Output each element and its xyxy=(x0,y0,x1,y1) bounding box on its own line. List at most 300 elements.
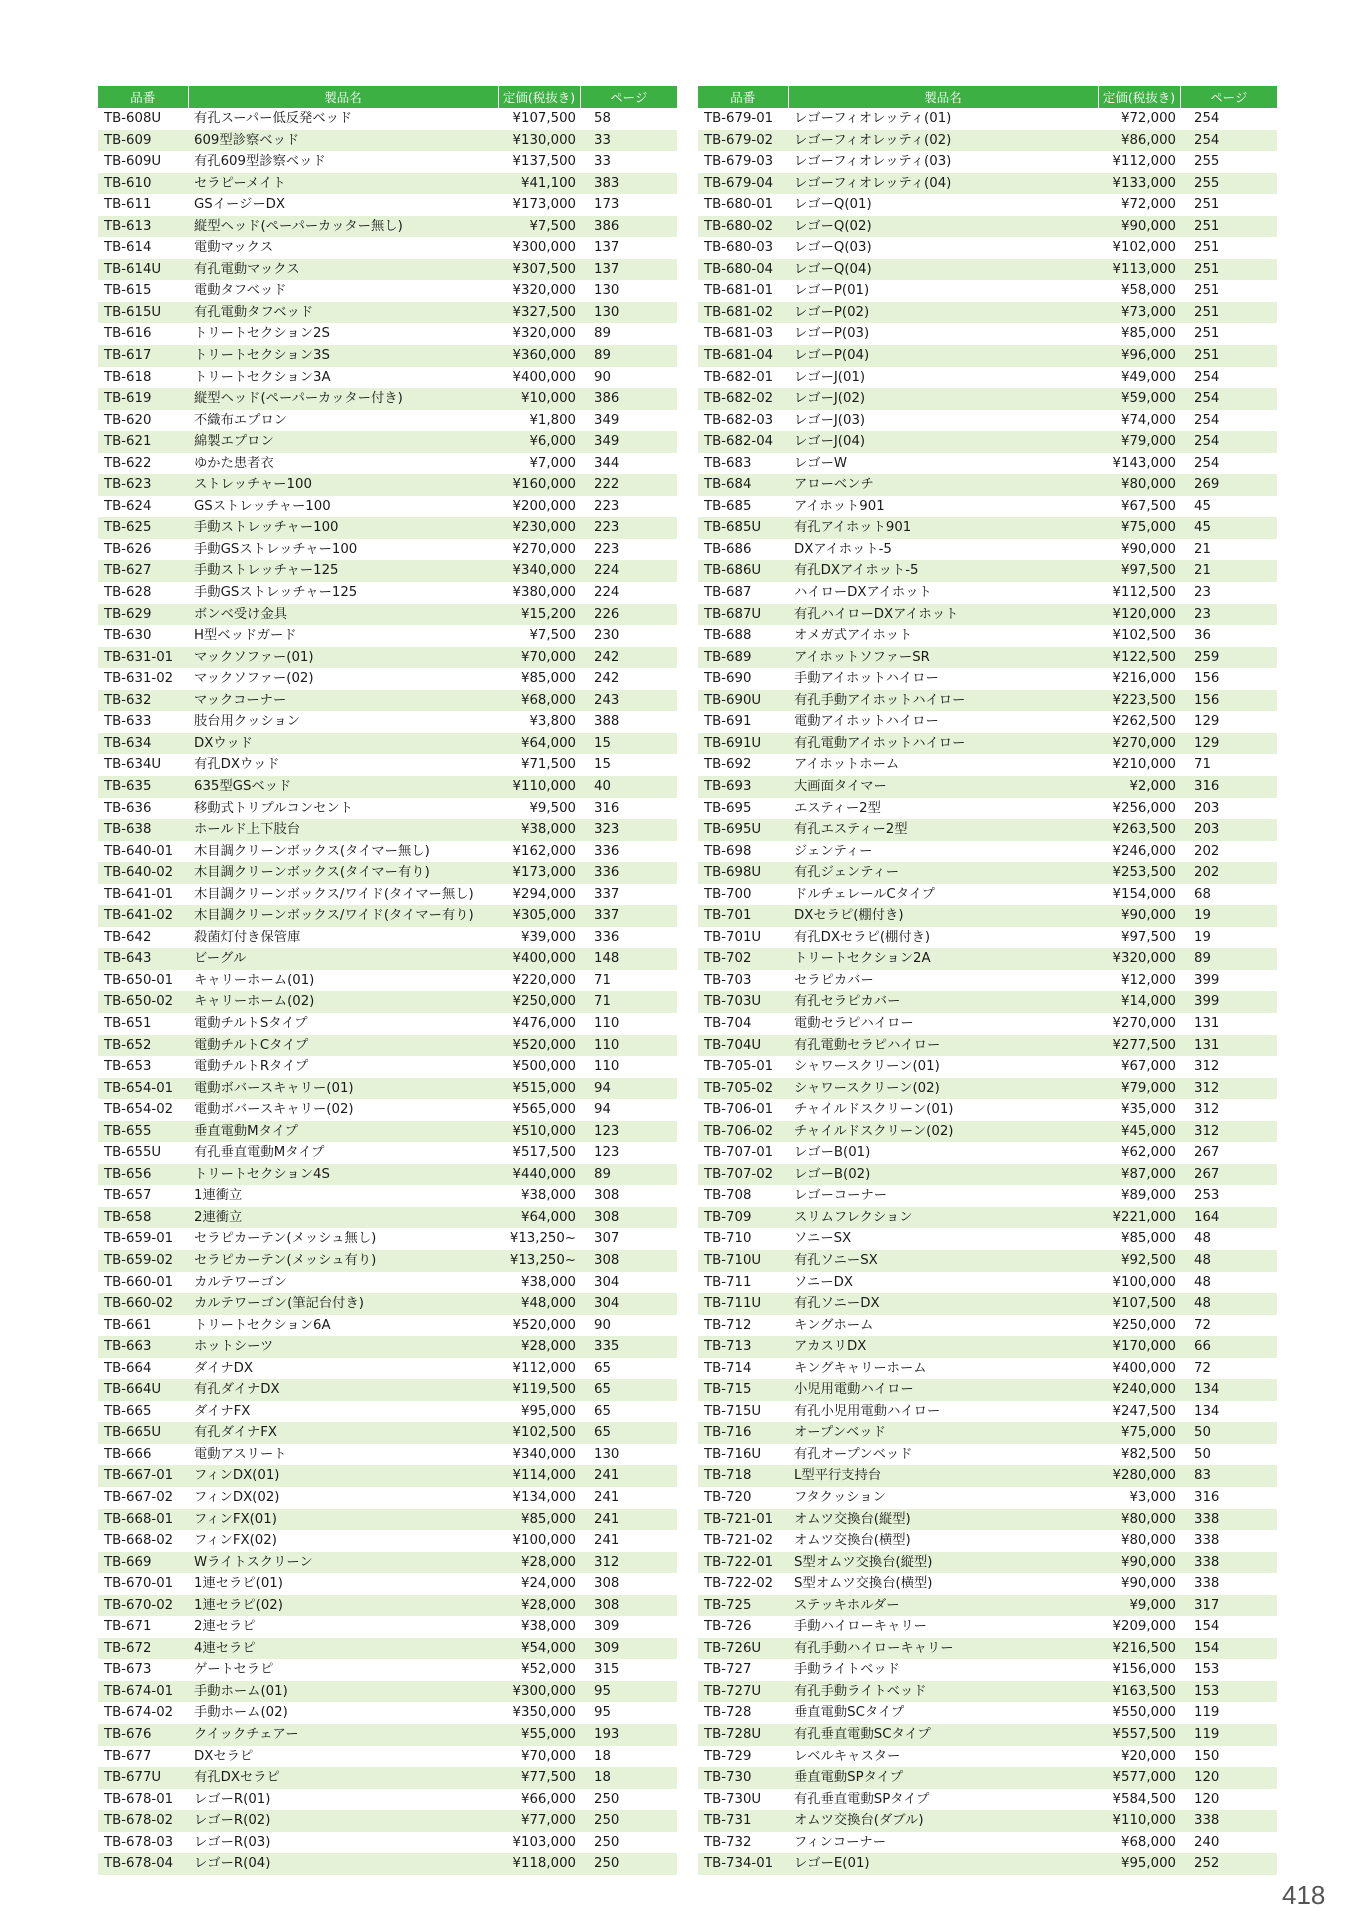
table-row xyxy=(698,367,1277,389)
table-row xyxy=(698,474,1277,496)
table-row xyxy=(98,410,677,432)
product-name: 有孔ソニーSX xyxy=(788,1250,1098,1272)
product-price: ¥320,000 xyxy=(512,283,576,299)
product-code: TB-652 xyxy=(98,1035,188,1057)
table-row xyxy=(698,539,1277,561)
product-price: ¥107,500 xyxy=(1098,1293,1180,1315)
product-code: TB-619 xyxy=(98,388,188,410)
table-row xyxy=(98,1379,677,1401)
product-price: ¥14,000 xyxy=(1098,991,1180,1013)
catalog-page: 89 xyxy=(580,345,677,367)
table-row xyxy=(98,1659,677,1681)
table-row xyxy=(698,1121,1277,1143)
product-code: TB-728U xyxy=(698,1724,788,1746)
table-row xyxy=(98,1509,677,1531)
table-row xyxy=(698,1164,1277,1186)
product-price: ¥28,000 xyxy=(498,1595,580,1617)
product-code: TB-667-02 xyxy=(104,1490,174,1505)
catalog-page: 164 xyxy=(1180,1207,1277,1229)
product-code: TB-704U xyxy=(698,1035,788,1057)
product-code: TB-665 xyxy=(104,1403,152,1419)
product-name: ボンベ受け金具 xyxy=(188,604,498,626)
table-row xyxy=(698,1681,1277,1703)
table-body-left xyxy=(98,108,677,1875)
table-row xyxy=(98,604,677,626)
table-header-row xyxy=(98,86,677,108)
catalog-page: 119 xyxy=(1194,1705,1220,1721)
table-row xyxy=(698,1444,1277,1466)
product-code: TB-678-01 xyxy=(104,1791,174,1807)
catalog-page: 72 xyxy=(1194,1360,1211,1376)
product-price: ¥253,500 xyxy=(1098,862,1180,884)
product-code: TB-698 xyxy=(704,843,752,859)
product-name: マックソファー(01) xyxy=(188,647,498,669)
product-code: TB-731 xyxy=(698,1810,788,1832)
table-row xyxy=(98,194,677,216)
product-name: レゴーB(01) xyxy=(794,1145,871,1161)
table-row xyxy=(698,173,1277,195)
product-code: TB-715U xyxy=(704,1403,762,1419)
product-price: ¥500,000 xyxy=(512,1059,576,1075)
catalog-page: 308 xyxy=(580,1250,677,1272)
catalog-page: 110 xyxy=(594,1015,620,1031)
catalog-page: 224 xyxy=(594,585,620,601)
table-row xyxy=(698,302,1277,324)
product-name: 手動アイホットハイロー xyxy=(794,671,939,687)
table-row xyxy=(698,1638,1277,1660)
product-code: TB-710U xyxy=(698,1250,788,1272)
product-price: ¥89,000 xyxy=(1121,1188,1176,1204)
product-code: TB-710 xyxy=(704,1231,752,1247)
product-code: TB-670-02 xyxy=(98,1595,188,1617)
catalog-page: 48 xyxy=(1180,1250,1277,1272)
product-price: ¥112,000 xyxy=(1112,154,1176,170)
product-code: TB-691U xyxy=(698,733,788,755)
product-code: TB-668-02 xyxy=(104,1533,174,1549)
product-price: ¥350,000 xyxy=(512,1705,576,1721)
catalog-page: 259 xyxy=(1180,647,1277,669)
header-page: ページ xyxy=(1180,86,1277,108)
catalog-page: 223 xyxy=(594,541,620,557)
product-code: TB-682-03 xyxy=(704,412,774,428)
product-code: TB-729 xyxy=(704,1748,752,1764)
table-row xyxy=(698,819,1277,841)
table-row xyxy=(98,948,677,970)
header-name: 製品名 xyxy=(188,86,498,108)
product-price: ¥90,000 xyxy=(1121,1576,1176,1592)
product-code: TB-664U xyxy=(98,1379,188,1401)
product-code: TB-707-02 xyxy=(698,1164,788,1186)
table-row xyxy=(98,323,677,345)
product-price: ¥102,500 xyxy=(498,1422,580,1444)
table-row xyxy=(98,927,677,949)
product-name: 電動アイホットハイロー xyxy=(794,714,939,730)
catalog-page: 338 xyxy=(1194,1576,1220,1592)
table-row xyxy=(98,1702,677,1724)
product-code: TB-627 xyxy=(98,560,188,582)
product-code: TB-638 xyxy=(98,819,188,841)
product-price: ¥112,000 xyxy=(512,1360,576,1376)
product-price: ¥82,500 xyxy=(1121,1446,1176,1462)
product-price: ¥520,000 xyxy=(512,1317,576,1333)
product-price: ¥95,000 xyxy=(1098,1853,1180,1875)
table-row xyxy=(98,798,677,820)
product-code: TB-663 xyxy=(98,1336,188,1358)
product-price: ¥270,000 xyxy=(1098,733,1180,755)
catalog-page: 89 xyxy=(580,1164,677,1186)
product-name: ゆかた患者衣 xyxy=(194,455,274,471)
product-price: ¥85,000 xyxy=(521,671,576,687)
table-row xyxy=(98,1530,677,1552)
catalog-page: 45 xyxy=(1194,498,1211,514)
product-price: ¥110,000 xyxy=(498,776,580,798)
product-code: TB-721-01 xyxy=(698,1509,788,1531)
product-code: TB-669 xyxy=(98,1552,188,1574)
product-name: ダイナDX xyxy=(194,1360,253,1376)
product-code: TB-679-04 xyxy=(698,173,788,195)
table-row xyxy=(98,625,677,647)
catalog-page: 48 xyxy=(1194,1231,1211,1247)
table-row xyxy=(698,194,1277,216)
product-price: ¥59,000 xyxy=(1098,388,1180,410)
table-row xyxy=(98,1638,677,1660)
catalog-page: 65 xyxy=(594,1360,611,1376)
product-name: アイホットホーム xyxy=(794,757,900,773)
product-name: 有孔小児用電動ハイロー xyxy=(794,1403,941,1419)
catalog-page: 338 xyxy=(1180,1552,1277,1574)
table-row xyxy=(698,1315,1277,1337)
catalog-page: 241 xyxy=(594,1533,620,1549)
product-code: TB-670-01 xyxy=(104,1576,174,1592)
table-row xyxy=(98,1164,677,1186)
table-row xyxy=(698,884,1277,906)
catalog-page: 40 xyxy=(580,776,677,798)
table-row xyxy=(698,991,1277,1013)
product-code: TB-636 xyxy=(104,800,152,816)
product-price: ¥294,000 xyxy=(512,886,576,902)
catalog-page: 250 xyxy=(580,1810,677,1832)
product-code: TB-685 xyxy=(704,498,752,514)
catalog-page: 254 xyxy=(1194,111,1220,126)
product-code: TB-702 xyxy=(698,948,788,970)
product-name: 大画面タイマー xyxy=(788,776,1098,798)
product-code: TB-650-02 xyxy=(98,991,188,1013)
catalog-page: 90 xyxy=(594,369,611,385)
product-name: ストレッチャー100 xyxy=(188,474,498,496)
catalog-page: 123 xyxy=(594,1145,620,1161)
product-price: ¥70,000 xyxy=(521,1748,576,1764)
catalog-page: 154 xyxy=(1180,1638,1277,1660)
product-code: TB-609 xyxy=(98,130,188,152)
table-row xyxy=(98,1401,677,1423)
catalog-page: 33 xyxy=(594,154,611,170)
product-name: H型ベッドガード xyxy=(194,628,297,644)
product-code: TB-728 xyxy=(704,1705,752,1721)
catalog-page: 399 xyxy=(1194,972,1220,988)
product-price: ¥340,000 xyxy=(512,1446,576,1462)
table-row xyxy=(698,841,1277,863)
table-row xyxy=(98,1185,677,1207)
product-code: TB-732 xyxy=(704,1834,752,1850)
product-price: ¥209,000 xyxy=(1112,1619,1176,1635)
product-price: ¥7,500 xyxy=(498,216,580,238)
catalog-page: 50 xyxy=(1180,1422,1277,1444)
product-name: クイックチェアー xyxy=(188,1724,498,1746)
product-code: TB-730U xyxy=(704,1791,762,1807)
catalog-page: 131 xyxy=(1180,1035,1277,1057)
catalog-page: 242 xyxy=(580,647,677,669)
product-price: ¥68,000 xyxy=(1121,1834,1176,1850)
product-price: ¥565,000 xyxy=(512,1102,576,1118)
product-price: ¥90,000 xyxy=(1098,216,1180,238)
catalog-page: 120 xyxy=(1194,1791,1220,1807)
product-price: ¥112,500 xyxy=(1112,585,1176,601)
product-price: ¥250,000 xyxy=(498,991,580,1013)
product-price: ¥67,500 xyxy=(1121,498,1176,514)
product-price: ¥7,000 xyxy=(529,455,576,471)
product-code: TB-715 xyxy=(698,1379,788,1401)
table-row xyxy=(698,1789,1277,1811)
product-name: ソニーDX xyxy=(794,1274,853,1290)
product-name: レゴーJ(04) xyxy=(788,431,1098,453)
catalog-page: 89 xyxy=(594,326,611,342)
table-row xyxy=(98,280,677,302)
table-row xyxy=(698,237,1277,259)
product-price: ¥80,000 xyxy=(1098,474,1180,496)
catalog-page: 308 xyxy=(594,1188,620,1204)
product-name: 電動ボバースキャリー(01) xyxy=(188,1078,498,1100)
product-price: ¥270,000 xyxy=(512,541,576,557)
table-row xyxy=(98,108,677,130)
catalog-page: 255 xyxy=(1180,173,1277,195)
header-code: 品番 xyxy=(98,86,188,108)
product-price: ¥28,000 xyxy=(498,1552,580,1574)
product-name: ハイローDXアイホット xyxy=(794,585,932,601)
product-code: TB-656 xyxy=(98,1164,188,1186)
table-row xyxy=(98,1035,677,1057)
product-price: ¥130,000 xyxy=(498,130,580,152)
product-price: ¥327,500 xyxy=(498,302,580,324)
product-name: 電動アスリート xyxy=(194,1446,287,1462)
product-name: 手動GSストレッチャー125 xyxy=(194,585,358,601)
catalog-page: 251 xyxy=(1194,326,1220,342)
catalog-page: 129 xyxy=(1194,714,1220,730)
product-price: ¥400,000 xyxy=(512,369,576,385)
table-row xyxy=(698,1487,1277,1509)
catalog-page: 252 xyxy=(1180,1853,1277,1875)
table-row xyxy=(698,948,1277,970)
catalog-page: 241 xyxy=(594,1490,620,1505)
table-row xyxy=(698,560,1277,582)
product-price: ¥156,000 xyxy=(1112,1662,1176,1678)
product-name: レゴーB(02) xyxy=(788,1164,1098,1186)
product-code: TB-711 xyxy=(704,1274,752,1290)
product-name: 垂直電動SCタイプ xyxy=(794,1705,905,1721)
product-name: 有孔エスティー2型 xyxy=(788,819,1098,841)
product-name: レゴーフィオレッティ(03) xyxy=(794,154,952,170)
catalog-page: 33 xyxy=(580,130,677,152)
table-row xyxy=(698,453,1277,475)
product-price: ¥90,000 xyxy=(1098,905,1180,927)
product-price: ¥120,000 xyxy=(1098,604,1180,626)
product-name: ステッキホルダー xyxy=(788,1595,1098,1617)
product-name: レゴーP(03) xyxy=(794,326,870,342)
product-name: 609型診察ベッド xyxy=(188,130,498,152)
product-price: ¥71,500 xyxy=(521,757,576,773)
catalog-page: 241 xyxy=(580,1465,677,1487)
catalog-page: 307 xyxy=(594,1231,620,1247)
product-name: DXウッド xyxy=(188,733,498,755)
product-code: TB-674-01 xyxy=(98,1681,188,1703)
catalog-page: 58 xyxy=(594,111,611,126)
table-row xyxy=(698,388,1277,410)
table-row xyxy=(98,1465,677,1487)
catalog-page: 250 xyxy=(580,1853,677,1875)
product-name: トリートセクション2S xyxy=(194,326,330,342)
product-price: ¥584,500 xyxy=(1112,1791,1176,1807)
product-code: TB-622 xyxy=(104,455,152,471)
product-price: ¥10,000 xyxy=(498,388,580,410)
product-code: TB-687U xyxy=(698,604,788,626)
table-row xyxy=(98,1228,677,1250)
product-price: ¥39,000 xyxy=(521,929,576,945)
catalog-page: 129 xyxy=(1180,733,1277,755)
product-name: オムツ交換台(横型) xyxy=(794,1533,911,1549)
product-price: ¥15,200 xyxy=(498,604,580,626)
product-name: レゴーR(02) xyxy=(188,1810,498,1832)
table-row xyxy=(98,1810,677,1832)
table-row xyxy=(698,1530,1277,1552)
product-name: GSイージーDX xyxy=(194,197,286,213)
product-price: ¥100,000 xyxy=(1112,1274,1176,1290)
catalog-page: 120 xyxy=(1180,1767,1277,1789)
product-code: TB-631-02 xyxy=(104,671,174,687)
product-price: ¥247,500 xyxy=(1112,1403,1176,1419)
catalog-page: 254 xyxy=(1194,455,1220,471)
product-price: ¥38,000 xyxy=(521,1188,576,1204)
product-name: 殺菌灯付き保管庫 xyxy=(194,929,301,945)
table-row xyxy=(698,151,1277,173)
product-name: レゴーP(04) xyxy=(788,345,1098,367)
product-code: TB-681-04 xyxy=(698,345,788,367)
catalog-page: 95 xyxy=(580,1681,677,1703)
product-price: ¥85,000 xyxy=(1121,326,1176,342)
product-code: TB-713 xyxy=(698,1336,788,1358)
table-row xyxy=(698,1207,1277,1229)
product-price: ¥9,000 xyxy=(1098,1595,1180,1617)
catalog-page: 253 xyxy=(1194,1188,1220,1204)
table-row xyxy=(98,496,677,518)
product-name: 有孔DXウッド xyxy=(194,757,280,773)
catalog-page: 309 xyxy=(594,1619,620,1635)
product-name: 木目調クリーンボックス/ワイド(タイマー無し) xyxy=(194,886,474,902)
product-price: ¥400,000 xyxy=(1112,1360,1176,1376)
catalog-page: 251 xyxy=(1194,283,1220,299)
product-name: チャイルドスクリーン(02) xyxy=(788,1121,1098,1143)
table-row xyxy=(98,1293,677,1315)
product-name: キングホーム xyxy=(794,1317,874,1333)
catalog-page: 110 xyxy=(580,1035,677,1057)
product-name: 小児用電動ハイロー xyxy=(788,1379,1098,1401)
product-name: レゴーQ(02) xyxy=(788,216,1098,238)
product-code: TB-674-02 xyxy=(104,1705,174,1721)
catalog-page: 315 xyxy=(594,1662,620,1678)
catalog-page: 388 xyxy=(594,714,620,730)
product-code: TB-689 xyxy=(698,647,788,669)
catalog-page: 65 xyxy=(580,1379,677,1401)
product-price: ¥90,000 xyxy=(1121,541,1176,557)
catalog-page: 18 xyxy=(594,1748,611,1764)
product-price: ¥307,500 xyxy=(498,259,580,281)
catalog-page: 19 xyxy=(1194,929,1211,945)
table-row xyxy=(98,690,677,712)
product-price: ¥66,000 xyxy=(521,1791,576,1807)
price-list-left xyxy=(98,86,677,1875)
catalog-page: 255 xyxy=(1194,154,1220,170)
product-name: DXアイホット-5 xyxy=(794,541,892,557)
product-name: ゲートセラピ xyxy=(194,1662,274,1678)
product-code: TB-692 xyxy=(704,757,752,773)
table-row xyxy=(98,539,677,561)
product-name: L型平行支持台 xyxy=(788,1465,1098,1487)
product-name: 電動マックス xyxy=(194,240,274,256)
product-price: ¥13,250~ xyxy=(498,1250,580,1272)
product-code: TB-705-01 xyxy=(704,1059,774,1075)
product-code: TB-718 xyxy=(698,1465,788,1487)
product-name: レゴーフィオレッティ(01) xyxy=(794,111,952,126)
product-code: TB-613 xyxy=(98,216,188,238)
product-price: ¥122,500 xyxy=(1098,647,1180,669)
header-name: 製品名 xyxy=(788,86,1098,108)
product-name: トリートセクション4S xyxy=(188,1164,498,1186)
catalog-page: 21 xyxy=(1180,560,1277,582)
product-name: オメガ式アイホット xyxy=(794,628,913,644)
product-price: ¥97,500 xyxy=(1121,929,1176,945)
catalog-page: 254 xyxy=(1180,130,1277,152)
product-price: ¥90,000 xyxy=(1098,1552,1180,1574)
product-code: TB-682-01 xyxy=(704,369,774,385)
product-name: レゴーR(03) xyxy=(194,1834,271,1850)
catalog-page: 48 xyxy=(1194,1274,1211,1290)
product-price: ¥557,500 xyxy=(1098,1724,1180,1746)
table-row xyxy=(698,647,1277,669)
catalog-page: 399 xyxy=(1180,991,1277,1013)
product-price: ¥262,500 xyxy=(1112,714,1176,730)
product-price: ¥79,000 xyxy=(1098,1078,1180,1100)
table-row xyxy=(98,754,677,776)
product-name: 1連セラピ(02) xyxy=(188,1595,498,1617)
product-code: TB-690 xyxy=(704,671,752,687)
product-name: 有孔DXセラピ(棚付き) xyxy=(794,929,931,945)
product-price: ¥49,000 xyxy=(1121,369,1176,385)
product-code: TB-650-01 xyxy=(104,972,174,988)
product-code: TB-726U xyxy=(698,1638,788,1660)
catalog-page: 242 xyxy=(594,671,620,687)
product-price: ¥280,000 xyxy=(1098,1465,1180,1487)
product-price: ¥119,500 xyxy=(498,1379,580,1401)
table-row xyxy=(98,647,677,669)
product-code: TB-666 xyxy=(104,1446,152,1462)
product-price: ¥70,000 xyxy=(498,647,580,669)
product-code: TB-706-01 xyxy=(704,1102,774,1118)
product-price: ¥75,000 xyxy=(1098,517,1180,539)
catalog-page: 308 xyxy=(580,1207,677,1229)
product-name: 手動ストレッチャー100 xyxy=(188,517,498,539)
product-price: ¥77,000 xyxy=(498,1810,580,1832)
product-name: カルテワーゴン xyxy=(194,1274,288,1290)
product-code: TB-725 xyxy=(698,1595,788,1617)
product-price: ¥300,000 xyxy=(498,1681,580,1703)
